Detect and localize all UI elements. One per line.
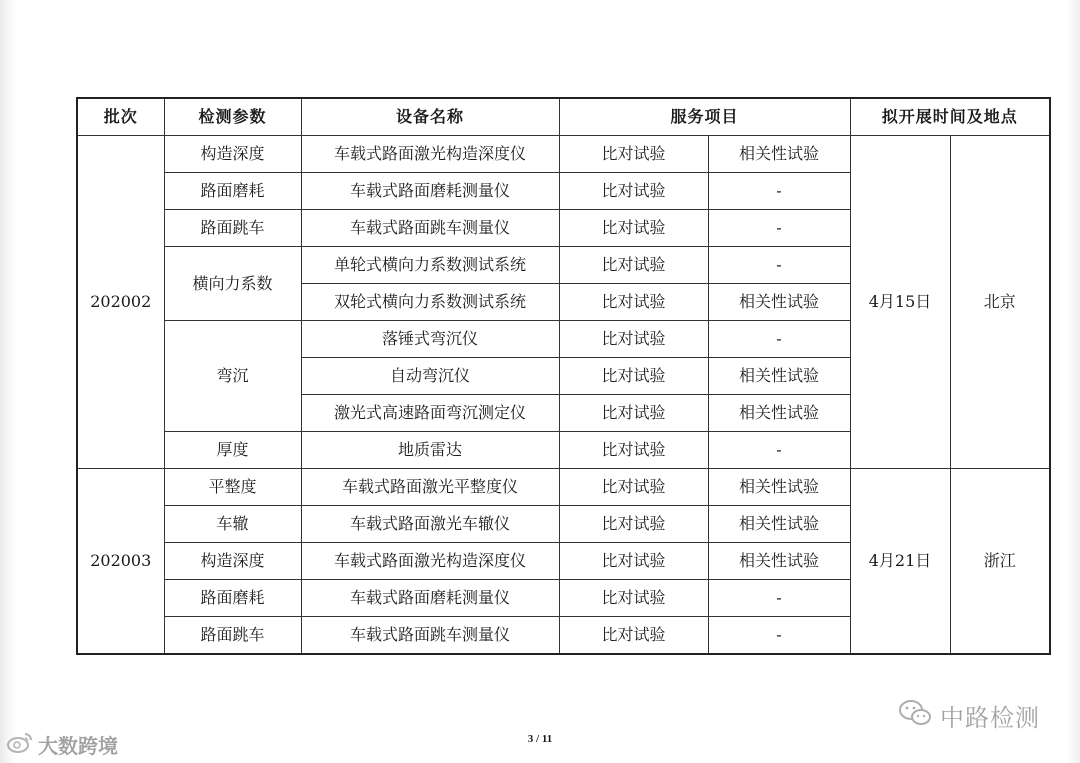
device-cell: 地质雷达 bbox=[301, 432, 559, 469]
param-cell: 平整度 bbox=[164, 469, 301, 506]
place-cell: 浙江 bbox=[950, 469, 1050, 655]
param-cell: 路面磨耗 bbox=[164, 173, 301, 210]
service-cell: 相关性试验 bbox=[708, 469, 850, 506]
service-cell: 相关性试验 bbox=[708, 136, 850, 173]
service-cell: - bbox=[708, 210, 850, 247]
service-cell: 比对试验 bbox=[559, 395, 708, 432]
device-cell: 双轮式横向力系数测试系统 bbox=[301, 284, 559, 321]
param-cell: 构造深度 bbox=[164, 543, 301, 580]
service-cell: 比对试验 bbox=[559, 543, 708, 580]
date-cell: 4月15日 bbox=[850, 136, 950, 469]
param-cell: 弯沉 bbox=[164, 321, 301, 432]
schedule-table bbox=[76, 97, 1051, 655]
wechat-icon bbox=[898, 699, 932, 731]
service-cell: 比对试验 bbox=[559, 136, 708, 173]
param-cell: 路面跳车 bbox=[164, 210, 301, 247]
device-cell: 车载式路面磨耗测量仪 bbox=[301, 173, 559, 210]
service-cell: 比对试验 bbox=[559, 173, 708, 210]
watermark-right bbox=[898, 697, 1040, 733]
service-cell: - bbox=[708, 580, 850, 617]
service-cell: - bbox=[708, 321, 850, 358]
device-cell: 单轮式横向力系数测试系统 bbox=[301, 247, 559, 284]
service-cell: - bbox=[708, 173, 850, 210]
service-cell: - bbox=[708, 617, 850, 655]
service-cell: 比对试验 bbox=[559, 210, 708, 247]
service-cell: 比对试验 bbox=[559, 284, 708, 321]
date-cell: 4月21日 bbox=[850, 469, 950, 655]
service-cell: 相关性试验 bbox=[708, 543, 850, 580]
watermark-left-text: 大数跨境 bbox=[38, 733, 118, 758]
service-cell: - bbox=[708, 432, 850, 469]
service-cell: 比对试验 bbox=[559, 358, 708, 395]
param-cell: 构造深度 bbox=[164, 136, 301, 173]
table-row bbox=[77, 136, 1050, 173]
service-cell: - bbox=[708, 247, 850, 284]
table-body bbox=[77, 136, 1050, 655]
service-cell: 比对试验 bbox=[559, 580, 708, 617]
table-header bbox=[77, 98, 1050, 136]
param-cell: 路面跳车 bbox=[164, 617, 301, 655]
device-cell: 车载式路面激光构造深度仪 bbox=[301, 136, 559, 173]
place-cell: 北京 bbox=[950, 136, 1050, 469]
service-cell: 相关性试验 bbox=[708, 284, 850, 321]
service-cell: 比对试验 bbox=[559, 617, 708, 655]
device-cell: 车载式路面跳车测量仪 bbox=[301, 617, 559, 655]
header-param: 检测参数 bbox=[164, 98, 301, 136]
device-cell: 车载式路面磨耗测量仪 bbox=[301, 580, 559, 617]
header-service: 服务项目 bbox=[559, 98, 850, 136]
service-cell: 比对试验 bbox=[559, 432, 708, 469]
table-row bbox=[77, 469, 1050, 506]
device-cell: 激光式高速路面弯沉测定仪 bbox=[301, 395, 559, 432]
device-cell: 车载式路面跳车测量仪 bbox=[301, 210, 559, 247]
device-cell: 落锤式弯沉仪 bbox=[301, 321, 559, 358]
device-cell: 车载式路面激光车辙仪 bbox=[301, 506, 559, 543]
header-device: 设备名称 bbox=[301, 98, 559, 136]
param-cell: 厚度 bbox=[164, 432, 301, 469]
service-cell: 比对试验 bbox=[559, 469, 708, 506]
watermark-right-text: 中路检测 bbox=[940, 703, 1040, 732]
service-cell: 比对试验 bbox=[559, 247, 708, 284]
device-cell: 车载式路面激光平整度仪 bbox=[301, 469, 559, 506]
param-cell: 路面磨耗 bbox=[164, 580, 301, 617]
header-batch: 批次 bbox=[77, 98, 164, 136]
service-cell: 相关性试验 bbox=[708, 358, 850, 395]
param-cell: 车辙 bbox=[164, 506, 301, 543]
service-cell: 相关性试验 bbox=[708, 395, 850, 432]
batch-cell: 202003 bbox=[77, 469, 164, 655]
header-time-place: 拟开展时间及地点 bbox=[850, 98, 1050, 136]
service-cell: 比对试验 bbox=[559, 321, 708, 358]
service-cell: 相关性试验 bbox=[708, 506, 850, 543]
device-cell: 车载式路面激光构造深度仪 bbox=[301, 543, 559, 580]
device-cell: 自动弯沉仪 bbox=[301, 358, 559, 395]
batch-cell: 202002 bbox=[77, 136, 164, 469]
service-cell: 比对试验 bbox=[559, 506, 708, 543]
param-cell: 横向力系数 bbox=[164, 247, 301, 321]
page-number: 3 / 11 bbox=[527, 733, 553, 745]
